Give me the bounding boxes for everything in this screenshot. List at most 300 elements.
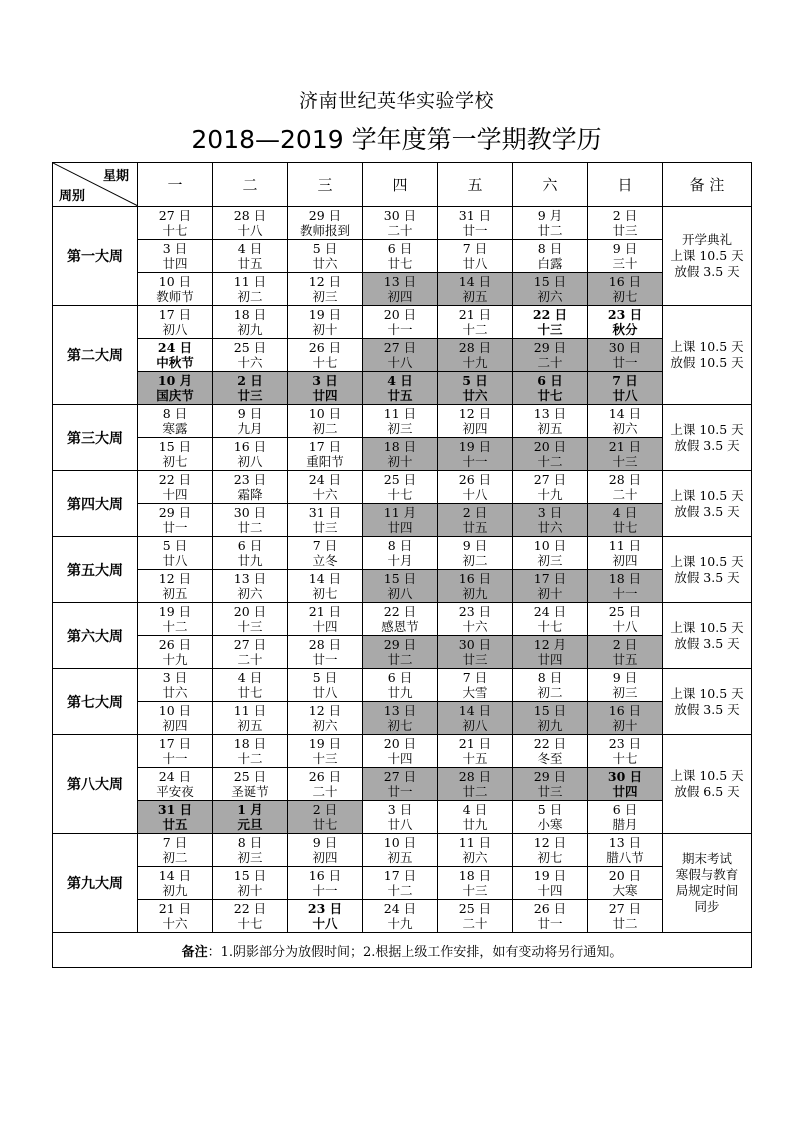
day-cell bbox=[363, 570, 438, 603]
day-cell bbox=[513, 570, 588, 603]
day-cell bbox=[513, 405, 588, 438]
date-text: 3 日 bbox=[162, 241, 188, 256]
lunar-text: 初五 bbox=[462, 289, 488, 304]
day-cell bbox=[213, 702, 288, 735]
date-text: 11 日 bbox=[458, 835, 492, 850]
lunar-text: 廿九 bbox=[462, 817, 488, 832]
lunar-text: 十六 bbox=[162, 916, 188, 931]
lunar-text: 十九 bbox=[162, 652, 188, 667]
day-cell bbox=[138, 339, 213, 372]
date-text: 19 日 bbox=[158, 604, 192, 619]
lunar-text: 十一 bbox=[462, 454, 488, 469]
day-cell bbox=[513, 273, 588, 306]
day-cell bbox=[363, 339, 438, 372]
lunar-text: 小寒 bbox=[537, 817, 563, 832]
lunar-text: 初十 bbox=[312, 322, 338, 337]
day-cell bbox=[438, 834, 513, 867]
date-text: 16 日 bbox=[608, 274, 642, 289]
lunar-text: 二十 bbox=[237, 652, 263, 667]
day-cell bbox=[213, 867, 288, 900]
day-cell bbox=[438, 603, 513, 636]
date-text: 31 日 bbox=[458, 208, 492, 223]
day-cell bbox=[438, 867, 513, 900]
day-cell bbox=[588, 603, 663, 636]
date-text: 19 日 bbox=[533, 868, 567, 883]
date-text: 24 日 bbox=[533, 604, 567, 619]
day-cell bbox=[138, 636, 213, 669]
day-cell bbox=[288, 735, 363, 768]
weekday-header: 四 bbox=[363, 163, 438, 207]
date-text: 19 日 bbox=[308, 307, 342, 322]
lunar-text: 初三 bbox=[612, 685, 638, 700]
day-cell bbox=[363, 735, 438, 768]
lunar-text: 廿一 bbox=[387, 784, 413, 799]
date-text: 8 日 bbox=[162, 406, 188, 421]
lunar-text: 初六 bbox=[537, 289, 563, 304]
weekday-header: 五 bbox=[438, 163, 513, 207]
date-text: 16 日 bbox=[458, 571, 492, 586]
lunar-text: 廿九 bbox=[237, 553, 263, 568]
week-label: 第四大周 bbox=[53, 471, 138, 537]
week-row bbox=[53, 207, 752, 240]
day-cell bbox=[513, 207, 588, 240]
week-row bbox=[53, 834, 752, 867]
lunar-text: 廿八 bbox=[462, 256, 488, 271]
day-cell bbox=[213, 372, 288, 405]
week-note-text: 上课 10.5 天 放假 3.5 天 bbox=[670, 421, 744, 453]
lunar-text: 十四 bbox=[162, 487, 188, 502]
lunar-text: 初四 bbox=[162, 718, 188, 733]
date-text: 31 日 bbox=[308, 505, 342, 520]
day-cell bbox=[513, 537, 588, 570]
date-text: 4 日 bbox=[462, 802, 488, 817]
day-cell bbox=[138, 405, 213, 438]
week-label: 第九大周 bbox=[53, 834, 138, 933]
lunar-text: 白露 bbox=[537, 256, 563, 271]
lunar-text: 二十 bbox=[387, 223, 413, 238]
date-text: 24 日 bbox=[383, 901, 417, 916]
week-row bbox=[53, 372, 752, 405]
lunar-text: 教师报到 bbox=[299, 223, 350, 238]
lunar-text: 初九 bbox=[462, 586, 488, 601]
lunar-text: 初二 bbox=[312, 421, 338, 436]
lunar-text: 十一 bbox=[162, 751, 188, 766]
lunar-text: 初九 bbox=[237, 322, 263, 337]
date-text: 30 日 bbox=[233, 505, 267, 520]
lunar-text: 秋分 bbox=[612, 322, 638, 337]
date-text: 2 日 bbox=[237, 373, 263, 388]
day-cell bbox=[438, 405, 513, 438]
lunar-text: 廿三 bbox=[612, 223, 638, 238]
day-cell bbox=[288, 900, 363, 933]
date-text: 11 日 bbox=[608, 538, 642, 553]
lunar-text: 初二 bbox=[162, 850, 188, 865]
week-label: 第二大周 bbox=[53, 306, 138, 405]
day-cell bbox=[138, 240, 213, 273]
day-cell bbox=[438, 900, 513, 933]
date-text: 4 日 bbox=[237, 670, 263, 685]
lunar-text: 初六 bbox=[612, 421, 638, 436]
lunar-text: 十六 bbox=[312, 487, 338, 502]
lunar-text: 初八 bbox=[462, 718, 488, 733]
corner-weekday-label: 星期 bbox=[102, 169, 129, 184]
date-text: 18 日 bbox=[233, 736, 267, 751]
day-cell bbox=[213, 240, 288, 273]
week-row bbox=[53, 867, 752, 900]
date-text: 27 日 bbox=[608, 901, 642, 916]
day-cell bbox=[213, 537, 288, 570]
day-cell bbox=[138, 702, 213, 735]
date-text: 24 日 bbox=[308, 472, 342, 487]
lunar-text: 初四 bbox=[387, 289, 413, 304]
date-text: 21 日 bbox=[608, 439, 642, 454]
day-cell bbox=[438, 735, 513, 768]
lunar-text: 初七 bbox=[537, 850, 563, 865]
lunar-text: 感恩节 bbox=[381, 619, 419, 634]
week-row bbox=[53, 504, 752, 537]
lunar-text: 元旦 bbox=[237, 817, 263, 832]
school-name: 济南世纪英华实验学校 bbox=[298, 90, 494, 112]
lunar-text: 十八 bbox=[237, 223, 263, 238]
week-label: 第三大周 bbox=[53, 405, 138, 471]
lunar-text: 十四 bbox=[312, 619, 338, 634]
lunar-text: 初六 bbox=[237, 586, 263, 601]
day-cell bbox=[213, 207, 288, 240]
day-cell bbox=[438, 273, 513, 306]
day-cell bbox=[213, 603, 288, 636]
date-text: 9 日 bbox=[462, 538, 488, 553]
lunar-text: 十七 bbox=[312, 355, 338, 370]
day-cell bbox=[513, 867, 588, 900]
day-cell bbox=[588, 768, 663, 801]
day-cell bbox=[513, 702, 588, 735]
lunar-text: 初十 bbox=[537, 586, 563, 601]
day-cell bbox=[588, 339, 663, 372]
lunar-text: 教师节 bbox=[156, 289, 194, 304]
date-text: 18 日 bbox=[608, 571, 642, 586]
day-cell bbox=[213, 405, 288, 438]
lunar-text: 十七 bbox=[387, 487, 413, 502]
date-text: 23 日 bbox=[233, 472, 267, 487]
lunar-text: 十一 bbox=[387, 322, 413, 337]
date-text: 3 日 bbox=[537, 505, 563, 520]
weekday-header: 三 bbox=[288, 163, 363, 207]
day-cell bbox=[138, 471, 213, 504]
lunar-text: 十一 bbox=[312, 883, 338, 898]
day-cell bbox=[588, 537, 663, 570]
lunar-text: 立冬 bbox=[312, 553, 338, 568]
lunar-text: 初十 bbox=[237, 883, 263, 898]
date-text: 26 日 bbox=[308, 340, 342, 355]
day-cell bbox=[288, 801, 363, 834]
lunar-text: 廿一 bbox=[162, 520, 188, 535]
week-row bbox=[53, 636, 752, 669]
day-cell bbox=[363, 372, 438, 405]
day-cell bbox=[438, 339, 513, 372]
date-text: 25 日 bbox=[383, 472, 417, 487]
week-row bbox=[53, 570, 752, 603]
date-text: 13 日 bbox=[233, 571, 267, 586]
lunar-text: 十月 bbox=[387, 553, 413, 568]
day-cell bbox=[588, 834, 663, 867]
lunar-text: 初十 bbox=[387, 454, 413, 469]
day-cell bbox=[438, 768, 513, 801]
day-cell bbox=[288, 471, 363, 504]
date-text: 26 日 bbox=[533, 901, 567, 916]
date-text: 24 日 bbox=[157, 340, 193, 355]
day-cell bbox=[363, 867, 438, 900]
lunar-text: 腊月 bbox=[612, 817, 638, 832]
lunar-text: 十六 bbox=[237, 355, 263, 370]
lunar-text: 初七 bbox=[312, 586, 338, 601]
lunar-text: 廿八 bbox=[162, 553, 188, 568]
date-text: 15 日 bbox=[158, 439, 192, 454]
weekday-header: 日 bbox=[588, 163, 663, 207]
day-cell bbox=[363, 207, 438, 240]
week-note-text: 期末考试 寒假与教育 局规定时间 同步 bbox=[675, 851, 739, 914]
lunar-text: 十二 bbox=[387, 883, 413, 898]
date-text: 12 日 bbox=[158, 571, 192, 586]
lunar-text: 初五 bbox=[537, 421, 563, 436]
week-row bbox=[53, 405, 752, 438]
day-cell bbox=[588, 504, 663, 537]
day-cell bbox=[288, 669, 363, 702]
day-cell bbox=[588, 570, 663, 603]
week-note bbox=[663, 669, 752, 735]
footnote-cell bbox=[53, 933, 752, 968]
day-cell bbox=[363, 438, 438, 471]
day-cell bbox=[513, 768, 588, 801]
date-text: 8 日 bbox=[537, 241, 563, 256]
lunar-text: 初八 bbox=[162, 322, 188, 337]
lunar-text: 廿六 bbox=[162, 685, 188, 700]
lunar-text: 廿七 bbox=[312, 817, 338, 832]
day-cell bbox=[513, 240, 588, 273]
date-text: 24 日 bbox=[158, 769, 192, 784]
date-text: 30 日 bbox=[608, 340, 642, 355]
date-text: 15 日 bbox=[233, 868, 267, 883]
week-row bbox=[53, 306, 752, 339]
day-cell bbox=[288, 240, 363, 273]
header-row bbox=[53, 163, 752, 207]
day-cell bbox=[213, 570, 288, 603]
date-text: 29 日 bbox=[158, 505, 192, 520]
week-note-text: 上课 10.5 天 放假 3.5 天 bbox=[670, 685, 744, 717]
day-cell bbox=[138, 603, 213, 636]
lunar-text: 初九 bbox=[162, 883, 188, 898]
lunar-text: 廿三 bbox=[537, 784, 563, 799]
lunar-text: 廿五 bbox=[462, 520, 488, 535]
day-cell bbox=[363, 834, 438, 867]
day-cell bbox=[363, 768, 438, 801]
day-cell bbox=[513, 339, 588, 372]
day-cell bbox=[588, 636, 663, 669]
day-cell bbox=[513, 438, 588, 471]
day-cell bbox=[363, 240, 438, 273]
day-cell bbox=[363, 504, 438, 537]
date-text: 26 日 bbox=[458, 472, 492, 487]
week-label: 第七大周 bbox=[53, 669, 138, 735]
date-text: 28 日 bbox=[458, 769, 492, 784]
lunar-text: 廿三 bbox=[462, 652, 488, 667]
lunar-text: 十三 bbox=[462, 883, 488, 898]
day-cell bbox=[513, 372, 588, 405]
day-cell bbox=[363, 471, 438, 504]
date-text: 27 日 bbox=[533, 472, 567, 487]
lunar-text: 初六 bbox=[462, 850, 488, 865]
day-cell bbox=[288, 339, 363, 372]
lunar-text: 十二 bbox=[537, 454, 563, 469]
lunar-text: 十五 bbox=[462, 751, 488, 766]
lunar-text: 十四 bbox=[387, 751, 413, 766]
lunar-text: 廿二 bbox=[537, 223, 563, 238]
day-cell bbox=[288, 504, 363, 537]
week-row bbox=[53, 603, 752, 636]
date-text: 13 日 bbox=[533, 406, 567, 421]
lunar-text: 中秋节 bbox=[156, 355, 194, 370]
date-text: 6 日 bbox=[537, 373, 563, 388]
day-cell bbox=[288, 306, 363, 339]
date-text: 14 日 bbox=[308, 571, 342, 586]
day-cell bbox=[213, 306, 288, 339]
day-cell bbox=[513, 735, 588, 768]
lunar-text: 初四 bbox=[612, 553, 638, 568]
date-text: 7 日 bbox=[612, 373, 638, 388]
day-cell bbox=[588, 438, 663, 471]
date-text: 2 日 bbox=[612, 208, 638, 223]
week-row bbox=[53, 735, 752, 768]
lunar-text: 廿七 bbox=[612, 520, 638, 535]
day-cell bbox=[588, 900, 663, 933]
day-cell bbox=[438, 240, 513, 273]
date-text: 13 日 bbox=[608, 835, 642, 850]
date-text: 19 日 bbox=[308, 736, 342, 751]
day-cell bbox=[513, 636, 588, 669]
week-label: 第八大周 bbox=[53, 735, 138, 834]
day-cell bbox=[363, 801, 438, 834]
date-text: 12 日 bbox=[458, 406, 492, 421]
date-text: 28 日 bbox=[458, 340, 492, 355]
day-cell bbox=[138, 801, 213, 834]
week-note bbox=[663, 603, 752, 669]
lunar-text: 初六 bbox=[312, 718, 338, 733]
date-text: 10 月 bbox=[157, 373, 193, 388]
week-note-text: 上课 10.5 天 放假 3.5 天 bbox=[670, 619, 744, 651]
date-text: 2 日 bbox=[312, 802, 338, 817]
day-cell bbox=[363, 603, 438, 636]
footnote-label: 备注 bbox=[181, 944, 208, 960]
date-text: 15 日 bbox=[533, 703, 567, 718]
date-text: 16 日 bbox=[308, 868, 342, 883]
day-cell bbox=[138, 207, 213, 240]
date-text: 20 日 bbox=[383, 736, 417, 751]
lunar-text: 廿七 bbox=[537, 388, 563, 403]
date-text: 18 日 bbox=[383, 439, 417, 454]
date-text: 1 月 bbox=[237, 802, 263, 817]
day-cell bbox=[513, 471, 588, 504]
day-cell bbox=[288, 405, 363, 438]
day-cell bbox=[513, 504, 588, 537]
day-cell bbox=[588, 735, 663, 768]
lunar-text: 初五 bbox=[387, 850, 413, 865]
lunar-text: 廿六 bbox=[537, 520, 563, 535]
date-text: 12 日 bbox=[308, 274, 342, 289]
day-cell bbox=[363, 306, 438, 339]
day-cell bbox=[213, 834, 288, 867]
lunar-text: 初五 bbox=[162, 586, 188, 601]
lunar-text: 九月 bbox=[237, 421, 263, 436]
date-text: 20 日 bbox=[608, 868, 642, 883]
date-text: 19 日 bbox=[458, 439, 492, 454]
date-text: 27 日 bbox=[158, 208, 192, 223]
week-label: 第一大周 bbox=[53, 207, 138, 306]
lunar-text: 十八 bbox=[612, 619, 638, 634]
note-header: 备 注 bbox=[663, 163, 752, 207]
day-cell bbox=[138, 900, 213, 933]
day-cell bbox=[363, 702, 438, 735]
week-note bbox=[663, 207, 752, 306]
lunar-text: 廿九 bbox=[387, 685, 413, 700]
lunar-text: 廿七 bbox=[387, 256, 413, 271]
lunar-text: 十一 bbox=[612, 586, 638, 601]
date-text: 27 日 bbox=[383, 769, 417, 784]
day-cell bbox=[213, 801, 288, 834]
lunar-text: 廿八 bbox=[387, 817, 413, 832]
date-text: 5 日 bbox=[462, 373, 488, 388]
day-cell bbox=[588, 405, 663, 438]
date-text: 29 日 bbox=[533, 769, 567, 784]
date-text: 11 日 bbox=[233, 274, 267, 289]
day-cell bbox=[288, 636, 363, 669]
day-cell bbox=[288, 603, 363, 636]
lunar-text: 大雪 bbox=[462, 685, 488, 700]
date-text: 26 日 bbox=[308, 769, 342, 784]
day-cell bbox=[438, 669, 513, 702]
lunar-text: 寒露 bbox=[162, 421, 188, 436]
footnote-row bbox=[53, 933, 752, 968]
day-cell bbox=[438, 537, 513, 570]
date-text: 25 日 bbox=[458, 901, 492, 916]
date-text: 10 日 bbox=[308, 406, 342, 421]
day-cell bbox=[363, 900, 438, 933]
lunar-text: 十二 bbox=[462, 322, 488, 337]
day-cell bbox=[213, 273, 288, 306]
day-cell bbox=[138, 372, 213, 405]
day-cell bbox=[288, 372, 363, 405]
lunar-text: 平安夜 bbox=[156, 784, 194, 799]
date-text: 5 日 bbox=[312, 241, 338, 256]
lunar-text: 初三 bbox=[312, 289, 338, 304]
date-text: 22 日 bbox=[533, 736, 567, 751]
lunar-text: 廿四 bbox=[162, 256, 188, 271]
week-note-text: 上课 10.5 天 放假 6.5 天 bbox=[670, 768, 744, 799]
day-cell bbox=[288, 834, 363, 867]
lunar-text: 廿四 bbox=[387, 520, 413, 535]
date-text: 28 日 bbox=[308, 637, 342, 652]
lunar-text: 廿二 bbox=[612, 916, 638, 931]
date-text: 14 日 bbox=[458, 274, 492, 289]
day-cell bbox=[438, 207, 513, 240]
lunar-text: 十三 bbox=[537, 322, 563, 337]
lunar-text: 初八 bbox=[387, 586, 413, 601]
day-cell bbox=[138, 306, 213, 339]
date-text: 7 日 bbox=[312, 538, 338, 553]
day-cell bbox=[588, 867, 663, 900]
date-text: 17 日 bbox=[533, 571, 567, 586]
day-cell bbox=[138, 570, 213, 603]
day-cell bbox=[288, 867, 363, 900]
lunar-text: 廿六 bbox=[312, 256, 338, 271]
